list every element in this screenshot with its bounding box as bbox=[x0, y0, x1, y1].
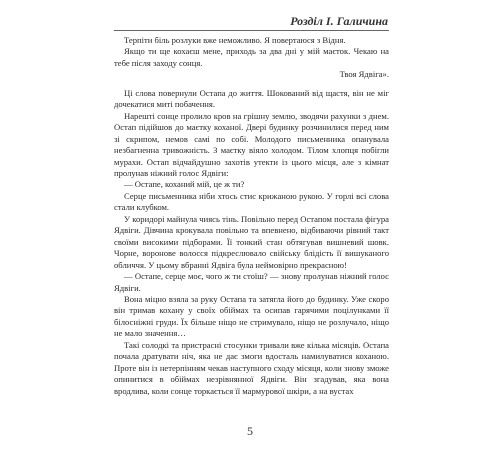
paragraph: Якщо ти ще кохаєш мене, приходь за два дні у мій маєток. Чекаю на тебе після заходу сонця. bbox=[114, 46, 389, 68]
paragraph: Нарешті сонце пролило кров на грішну землю, зводячи рахунки з днем. Остап підійшов до маєтку коханої. Двері будинку розчинилися перед ним зі скрипом, немов самі по собі. Молодого письменника опанувала незбагненна тривожність. З маєтку віяло холодом. Тілом хлопця побігли мурахи. Остап відчайдушно захотів утекти із цього місця, але з кімнат пролунав ніжний голос Ядвіги: bbox=[114, 110, 389, 178]
paragraph: Терпіти біль розлуки вже неможливо. Я повертаюся з Відня. bbox=[124, 35, 346, 45]
page-body bbox=[114, 35, 389, 397]
page-number: 5 bbox=[247, 424, 253, 438]
paragraph: У коридорі майнула чиясь тінь. Повільно перед Остапом постала фігура Ядвіги. Дівчина крокувала повільно та впевнено, відбиваючи рівний такт своїми високими підборами. Її тонкий стан обтягував вишневий шовк. Чорне, воронове волосся підкреслювало свійську блідість її вишуканого обличчя. У цьому вбранні Ядвіга була неймовірно прекрасною! bbox=[114, 213, 389, 270]
letter-signature: Твоя Ядвіга». bbox=[339, 69, 389, 80]
paragraph: Ці слова повернули Остапа до життя. Шокований від щастя, він не міг дочекатися миті побачення. bbox=[114, 87, 389, 110]
paragraph: Серце письменника ніби хтось стис крижаною рукою. У горлі всі слова стали клубком. bbox=[114, 190, 389, 213]
paragraph: Такі солодкі та пристрасні стосунки тривали вже кілька місяців. Остапа почала дратувати ніч, яка не дає змоги вдосталь намилуватися коханою. Проте він із нетерпінням чекав наступного сходу місяця, коли знову зможе опинитися в обіймах незрівнянної Ядвіги. Він згадував, яка вона вродлива, коли сонце торкається її мармурової шкіри, а на вустах bbox=[114, 339, 389, 396]
dialogue-line: — Остапе, коханий мій, це ж ти? bbox=[124, 179, 245, 190]
paragraph: Вона міцно взяла за руку Остапа та затягла його до будинку. Уже скоро він тримав кохану у своїх обіймах та осипав гарячими поцілунками її білосніжні груди. Їх більше ніщо не стримувало, ніщо не розлучало, ніщо не мало значення… bbox=[114, 293, 389, 339]
running-header: Розділ І. Галичина bbox=[290, 14, 388, 28]
header-rule bbox=[114, 30, 389, 31]
dialogue-line: — Остапе, серце моє, чого ж ти стоїш? — знову пролунав ніжний голос Ядвіги. bbox=[114, 271, 389, 293]
